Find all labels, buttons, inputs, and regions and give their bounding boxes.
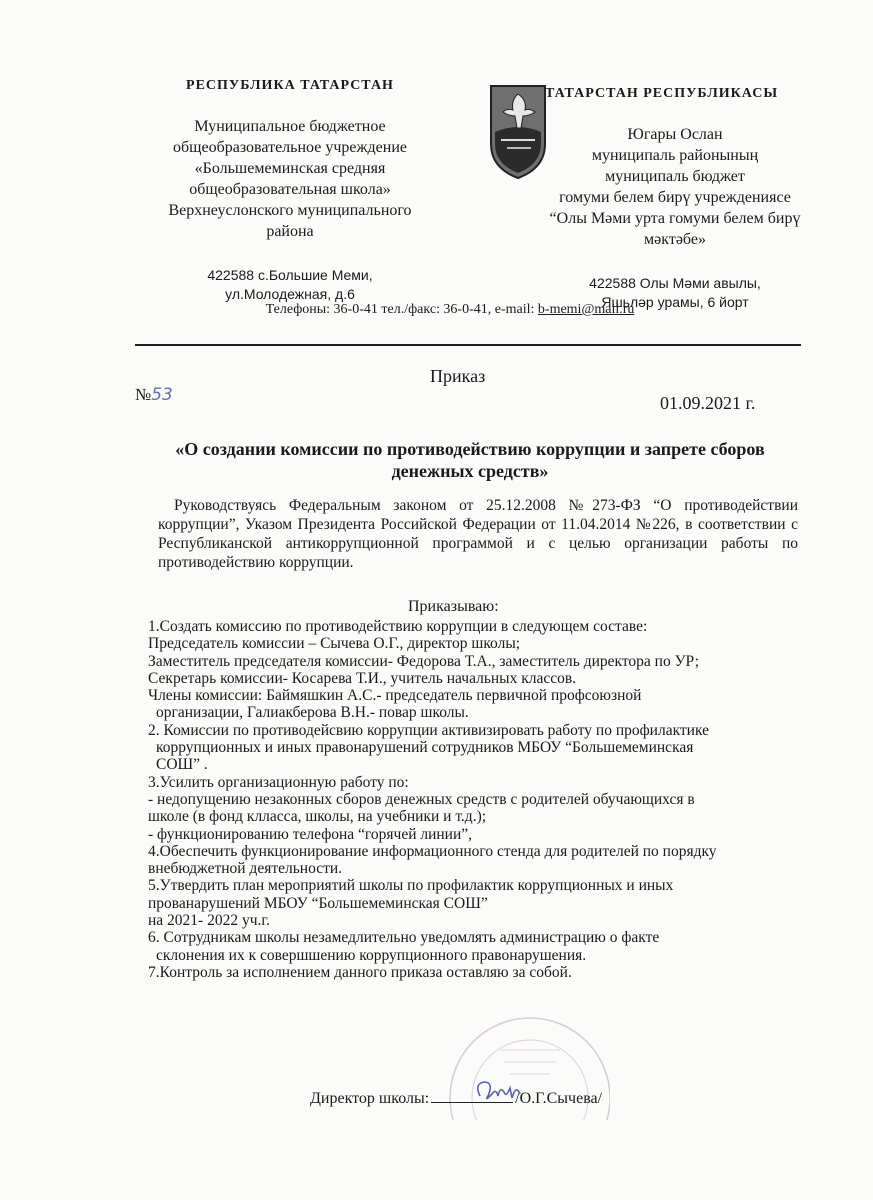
- org-line: гомуми белем бирү учреждениясе: [559, 189, 791, 206]
- item-line: 2. Комиссии по противодейсвию коррупции активизировать работу по профилактике: [148, 721, 710, 739]
- phones-text: Телефоны: 36-0-41 тел./факс: 36-0-41, e-mail:: [265, 302, 538, 317]
- signer-name: /О.Г.Сычева/: [515, 1090, 603, 1107]
- org-line: Муниципальное бюджетное: [194, 118, 386, 135]
- org-line: общеобразовательная школа»: [189, 181, 391, 198]
- order-title: [135, 438, 805, 482]
- address-ru: [130, 266, 450, 304]
- org-name-ru: [130, 116, 450, 242]
- org-line: муниципаль районының: [591, 147, 759, 164]
- item-line: 7.Контроль за исполнением данного приказа оставляю за собой.: [148, 963, 572, 981]
- item-line: коррупционных и иных правонарушений сотрудников МБОУ “Большемеминская: [156, 739, 694, 757]
- item-line: Секретарь комиссии- Косарева Т.И., учитель начальных классов.: [148, 669, 577, 687]
- order-items: [148, 618, 808, 981]
- address-line: 422588 Олы Мәми авылы,: [589, 275, 761, 291]
- preamble-paragraph: Руководствуясь Федеральным законом от 25.12.2008 №273-ФЗ “О противодействии коррупции”, Указом Президента Российской Федерации от 11.04.2014 №226, в соответствии с Республиканской антикоррупционной программой и с целью организации работы по противодействию коррупции.: [158, 497, 798, 571]
- address-line: Яшьләр урамы, 6 йорт: [601, 294, 749, 310]
- item-line: на 2021- 2022 уч.г.: [148, 912, 270, 930]
- header-divider: [135, 344, 801, 346]
- email-link[interactable]: b-memi@mail.ru: [537, 302, 635, 317]
- org-line: мәктәбе»: [644, 231, 706, 248]
- item-line: организации, Галиакберова В.Н.- повар школы.: [156, 704, 469, 722]
- order-number: [135, 385, 173, 405]
- org-line: Югары Ослан: [627, 126, 723, 143]
- signer-role: Директор школы:: [310, 1090, 430, 1107]
- item-line: прованарушений МБОУ “Большемеминская СОШ”: [148, 894, 488, 912]
- org-line: района: [266, 223, 314, 240]
- contact-line: [150, 302, 750, 318]
- item-line: 1.Создать комиссию по противодействию коррупции в следующем составе:: [148, 618, 648, 635]
- item-line: 3.Усилить организационную работу по:: [148, 773, 409, 791]
- item-line: - недопущению незаконных сборов денежных средств с родителей обучающихся в: [148, 790, 695, 808]
- number-value-handwritten: 53: [151, 385, 173, 405]
- item-line: 5.Утвердить план мероприятий школы по профилактик коррупционных и иных: [148, 877, 674, 895]
- order-date: 01.09.2021 г.: [660, 393, 756, 413]
- header-right: [505, 86, 845, 312]
- item-line: - функционированию телефона “горячей линии”,: [148, 825, 473, 843]
- item-line: школе (в фонд клласса, школы, на учебники и т.д.);: [148, 808, 487, 826]
- item-line: 4.Обеспечить функционирование информационного стенда для родителей по порядку: [148, 842, 717, 860]
- org-line: общеобразовательное учреждение: [173, 139, 407, 156]
- republic-title-ru: РЕСПУБЛИКА ТАТАРСТАН: [186, 78, 394, 93]
- item-line: Председатель комиссии – Сычева О.Г., директор школы;: [148, 635, 521, 653]
- order-word: Приказываю:: [408, 598, 499, 615]
- item-line: склонения их к совершшению коррупционного правонарушения.: [156, 946, 587, 964]
- org-line: “Олы Мәми урта гомуми белем бирү: [549, 210, 801, 227]
- org-name-tt: [505, 124, 845, 250]
- item-line: Заместитель председателя комиссии- Федорова Т.А., заместитель директора по УР;: [148, 652, 700, 670]
- republic-title-tt: ТАТАРСТАН РЕСПУБЛИКАСЫ: [545, 86, 779, 101]
- header-left: [130, 78, 450, 304]
- document-heading: Приказ: [430, 366, 486, 386]
- org-line: Верхнеуслонского муниципального: [168, 202, 412, 219]
- item-line: внебюджетной деятельности.: [148, 860, 343, 878]
- title-line: «О создании комиссии по противодействию коррупции и запрете сборов: [175, 439, 765, 459]
- number-prefix: №: [135, 385, 152, 404]
- org-line: «Большемеминская средняя: [194, 160, 386, 177]
- item-line: 6. Сотрудникам школы незамедлительно уведомлять администрацию о факте: [148, 929, 660, 947]
- handwritten-signature: [470, 1076, 530, 1106]
- item-line: Члены комиссии: Баймяшкин А.С.- председатель первичной профсоюзной: [148, 687, 642, 705]
- title-line: денежных средств»: [391, 461, 549, 481]
- signature-row: [310, 1088, 602, 1108]
- address-line: ул.Молодежная, д.6: [225, 286, 355, 302]
- item-line: СОШ” .: [156, 756, 208, 774]
- org-line: муниципаль бюджет: [605, 168, 745, 185]
- address-line: 422588 с.Большие Меми,: [207, 267, 373, 283]
